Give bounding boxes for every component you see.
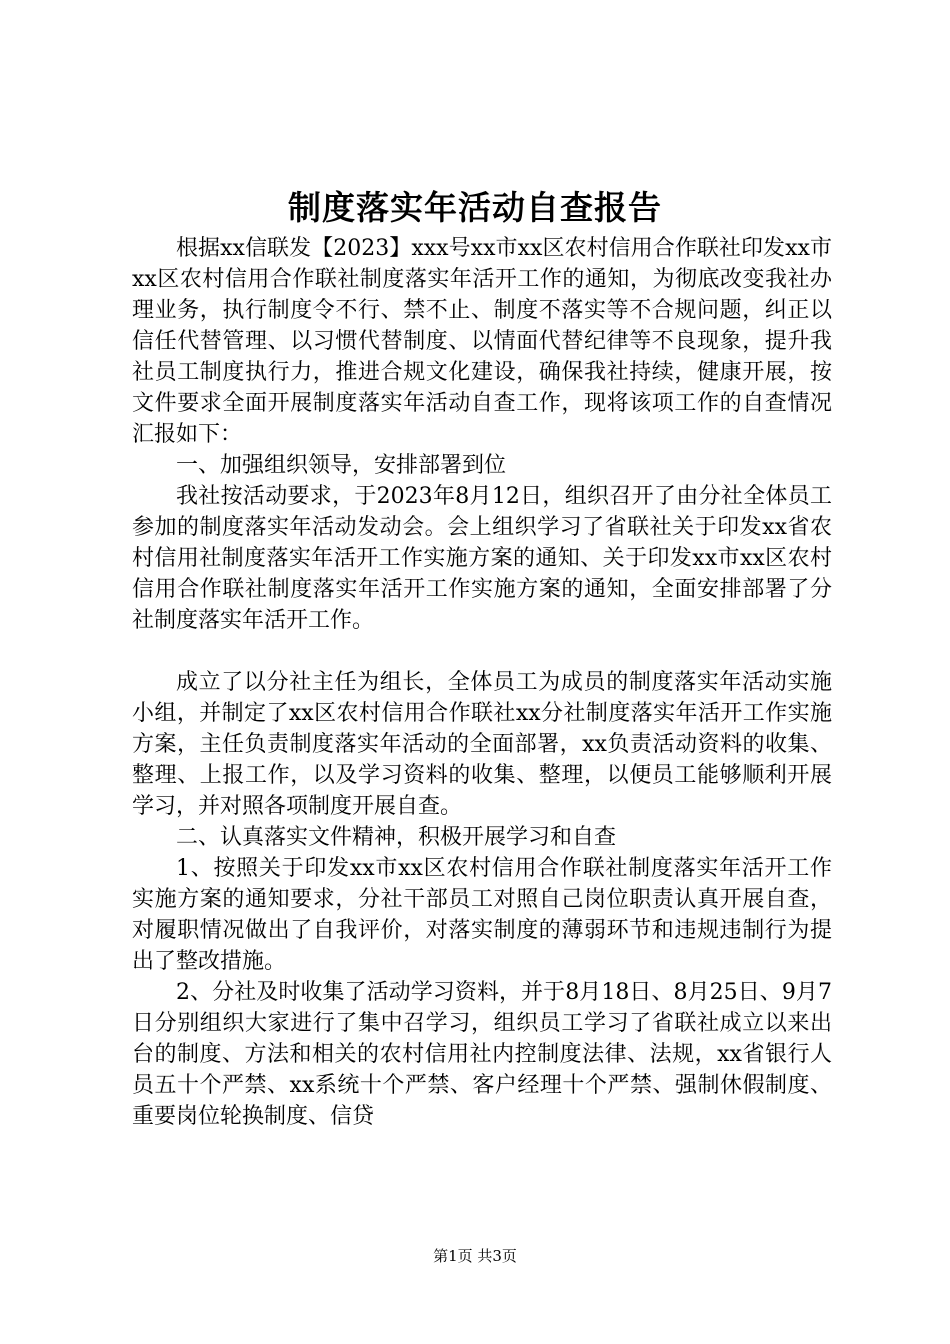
page-footer: 第1页 共3页 [433,1247,517,1265]
body-paragraph: 1、按照关于印发xx市xx区农村信用合作联社制度落实年活开工作实施方案的通知要求，分社干部员工对照自己岗位职责认真开展自查，对履职情况做出了自我评价，对落实制度的薄弱环节和违规违制行为提出了整改措施。 [132,856,832,974]
document-title: 制度落实年活动自查报告 [288,188,662,227]
section-heading-2: 二、认真落实文件精神，积极开展学习和自查 [176,825,617,850]
body-paragraph: 2、分社及时收集了活动学习资料，并于8月18日、8月25日、9月7日分别组织大家进行了集中召学习，组织员工学习了省联社成立以来出台的制度、方法和相关的农村信用社内控制度法律、法规，xx省银行人员五十个严禁、xx系统十个严禁、客户经理十个严禁、强制休假制度、重要岗位轮换制度、信贷 [132,980,832,1129]
body-paragraph: 我社按活动要求，于2023年8月12日，组织召开了由分社全体员工参加的制度落实年活动发动会。会上组织学习了省联社关于印发xx省农村信用社制度落实年活开工作实施方案的通知、关于印发xx市xx区农村信用合作联社制度落实年活开工作实施方案的通知，全面安排部署了分社制度落实年活开工作。 [132,484,832,633]
section-heading-1: 一、加强组织领导，安排部署到位 [176,453,507,478]
body-paragraph: 成立了以分社主任为组长，全体员工为成员的制度落实年活动实施小组，并制定了xx区农村信用合作联社xx分社制度落实年活开工作实施方案，主任负责制度落实年活动的全面部署，xx负责活动资料的收集、整理、上报工作，以及学习资料的收集、整理，以便员工能够顺利开展学习，并对照各项制度开展自查。 [132,670,832,819]
document-body [132,233,832,1132]
intro-paragraph: 根据xx信联发【2023】xxx号xx市xx区农村信用合作联社印发xx市xx区农村信用合作联社制度落实年活开工作的通知，为彻底改变我社办理业务，执行制度令不行、禁不止、制度不落实等不合规问题，纠正以信任代替管理、以习惯代替制度、以情面代替纪律等不良现象，提升我社员工制度执行力，推进合规文化建设，确保我社持续，健康开展，按文件要求全面开展制度落实年活动自查工作，现将该项工作的自查情况汇报如下： [132,236,832,447]
